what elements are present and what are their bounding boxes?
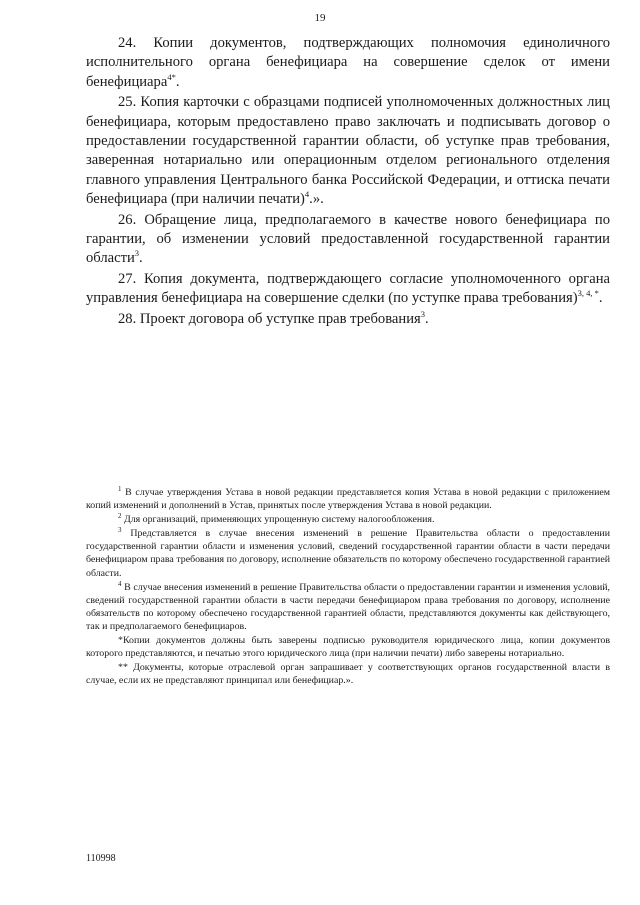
- footnote: *Копии документов должны быть заверены подписью руководителя юридического лица, копии документов которого представляются, и печатью этого юридического лица (при наличии печати) либо заверены нотариально.: [86, 635, 610, 660]
- footnote: $^3$ Представляется в случае внесения изменений в решение Правительства области о предоставлении государственной гарантии области и изменения условий, сведений государственной гарантии области в части передачи бенефициаром права требования по договору, исполнение обязательств по которому обеспечено государственной гарантией области.: [86, 526, 610, 579]
- document-code: 110998: [86, 853, 116, 864]
- page-number: 19: [314, 12, 326, 24]
- list-item: 25. Копия карточки с образцами подписей уполномоченных должностных лиц бенефициара, которым предоставлено право заключать и подписывать договор о предоставлении государственной гарантии области, об уступке прав требования, заверенная нотариально или операционным отделом регионального отделения главного управления Центрального банка Российской Федерации, и оттиска печати бенефициара (при наличии печати)$^4$.».: [86, 94, 610, 208]
- list-item: 28. Проект договора об уступке прав требования$^3$.: [118, 308, 429, 327]
- document-body: [86, 34, 610, 330]
- footnote: $^1$ В случае утверждения Устава в новой редакции представляется копия Устава в новой редакции с приложением копий изменений и дополнений в Устав, принятых после утверждения Устава в новой редакции.: [86, 485, 610, 512]
- footnotes: [86, 486, 610, 688]
- footnote: $^4$ В случае внесения изменений в решение Правительства области о предоставлении гарантии и изменения условий, сведений государственной гарантии области в части передачи бенефициаром права требования по договору, исполнение обязательств по которому обеспечено государственной гарантией области, представляются документы как действующего, так и предполагаемого бенефициаров.: [86, 579, 610, 632]
- list-item: 24. Копии документов, подтверждающих полномочия единоличного исполнительного органа бенефициара на совершение сделок от имени бенефициара$^{4*}$.: [86, 35, 610, 90]
- footnote: ** Документы, которые отраслевой орган запрашивает у соответствующих органов государственной власти в случае, если их не представляют принципал или бенефициар.».: [86, 662, 610, 687]
- list-item: 27. Копия документа, подтверждающего согласие уполномоченного органа управления бенефициара на совершение сделки (по уступке права требования)$^{3, 4, *}$.: [86, 270, 610, 307]
- footnote: $^2$ Для организаций, применяющих упрощенную систему налогообложения.: [118, 512, 435, 526]
- list-item: 26. Обращение лица, предполагаемого в качестве нового бенефициара по гарантии, об изменении условий предоставленной государственной гарантии области$^3$.: [86, 211, 610, 267]
